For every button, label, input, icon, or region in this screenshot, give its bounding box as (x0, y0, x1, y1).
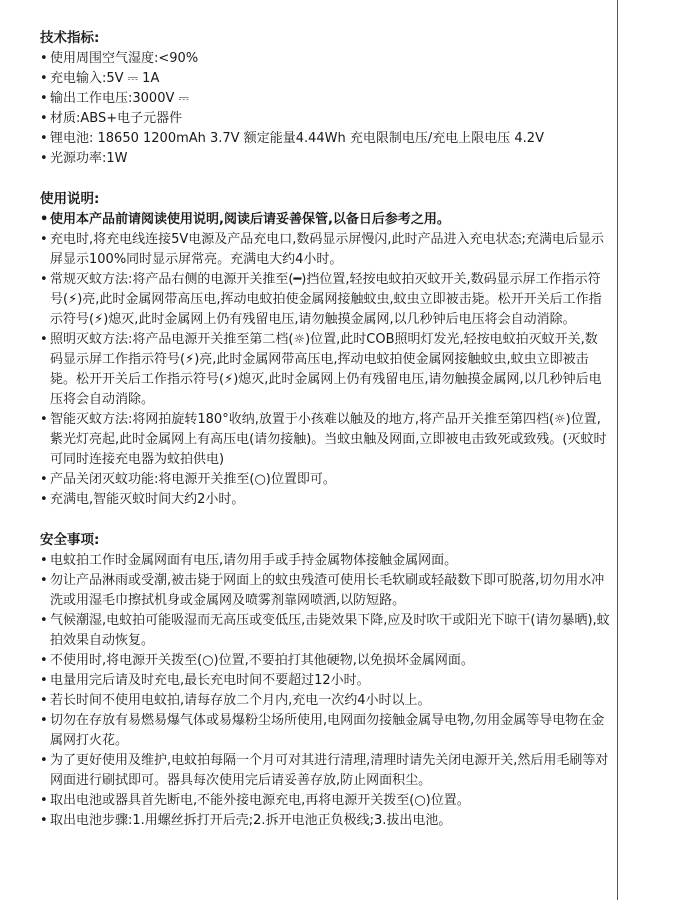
usage-item: • 智能灭蚊方法:将网拍旋转180°收纳,放置于小孩难以触及的地方,将产品开关推至第四档(☼)位置,紫光灯亮起,此时金属网上有高压电(请勿接触)。当蚊虫触及网面,立即被电击致死或致残。(灭蚊时可同时连接充电器为蚊拍供电) (40, 410, 610, 470)
safety-item: • 切勿在存放有易燃易爆气体或易爆粉尘场所使用,电网面勿接触金属导电物,勿用金属等导电物在金属网打火花。 (40, 711, 610, 751)
safety-item: • 取出电池或器具首先断电,不能外接电源充电,再将电源开关拨至(○)位置。 (40, 791, 610, 811)
usage-item: • 使用本产品前请阅读使用说明,阅读后请妥善保管,以备日后参考之用。 (40, 210, 610, 230)
manual-document (40, 28, 610, 851)
specs-list (40, 49, 610, 169)
usage-item: • 照明灭蚊方法:将产品电源开关推至第二档(☼)位置,此时COB照明灯发光,轻按电蚊拍灭蚊开关,数码显示屏工作指示符号(⚡)亮,此时金属网带高压电,挥动电蚊拍使金属网接触蚊虫,蚊虫立即被击毙。松开开关后工作指示符号(⚡)熄灭,此时金属网上仍有残留电压,请勿触摸金属网,以几秒钟后电压将会自动消除。 (40, 330, 610, 410)
usage-list (40, 210, 610, 510)
spec-item: • 锂电池: 18650 1200mAh 3.7V 额定能量4.44Wh 充电限制电压/充电上限电压 4.2V (40, 129, 610, 149)
spec-item: • 充电输入:5V ⎓ 1A (40, 69, 610, 89)
safety-title: 安全事项: (40, 532, 100, 548)
spec-item: • 材质:ABS+电子元器件 (40, 109, 610, 129)
safety-item: • 若长时间不使用电蚊拍,请每存放二个月内,充电一次约4小时以上。 (40, 691, 610, 711)
usage-title: 使用说明: (40, 191, 100, 207)
safety-item: • 为了更好使用及维护,电蚊拍每隔一个月可对其进行清理,清理时请先关闭电源开关,然后用毛刷等对网面进行刷拭即可。器具每次使用完后请妥善存放,防止网面积尘。 (40, 751, 610, 791)
safety-item: • 不使用时,将电源开关拨至(○)位置,不要拍打其他硬物,以免损坏金属网面。 (40, 651, 610, 671)
safety-list (40, 551, 610, 831)
specs-title: 技术指标: (40, 30, 100, 46)
spec-item: • 输出工作电压:3000V ⎓ (40, 89, 610, 109)
safety-item: • 勿让产品淋雨或受潮,被击毙于网面上的蚊虫残渣可使用长毛软刷或轻敲数下即可脱落,切勿用水冲洗或用湿毛巾擦拭机身或金属网及喷雾剂靠网喷洒,以防短路。 (40, 571, 610, 611)
usage-item: • 充满电,智能灭蚊时间大约2小时。 (40, 490, 610, 510)
spec-item: • 使用周围空气湿度:<90% (40, 49, 610, 69)
safety-item: • 气候潮湿,电蚊拍可能吸湿而无高压或变低压,击毙效果下降,应及时吹干或阳光下晾干(请勿暴晒),蚊拍效果自动恢复。 (40, 611, 610, 651)
usage-item: • 常规灭蚊方法:将产品右侧的电源开关推至(━)挡位置,轻按电蚊拍灭蚊开关,数码显示屏工作指示符号(⚡)亮,此时金属网带高压电,挥动电蚊拍使金属网接触蚊虫,蚊虫立即被击毙。松开开关后工作指示符号(⚡)熄灭,此时金属网上仍有残留电压,请勿触摸金属网,以几秒钟后电压将会自动消除。 (40, 270, 610, 330)
spec-item: • 光源功率:1W (40, 149, 610, 169)
safety-item: • 取出电池步骤:1.用螺丝拆打开后壳;2.拆开电池正负极线;3.拔出电池。 (40, 811, 610, 831)
usage-item: • 产品关闭灭蚊功能:将电源开关推至(○)位置即可。 (40, 470, 610, 490)
usage-item: • 充电时,将充电线连接5V电源及产品充电口,数码显示屏慢闪,此时产品进入充电状态;充满电后显示屏显示100%同时显示屏常亮。充满电大约4小时。 (40, 230, 610, 270)
safety-item: • 电蚊拍工作时金属网面有电压,请勿用手或手持金属物体接触金属网面。 (40, 551, 610, 571)
safety-item: • 电量用完后请及时充电,最长充电时间不要超过12小时。 (40, 671, 610, 691)
specs-section (40, 28, 610, 169)
usage-section (40, 189, 610, 510)
safety-section (40, 530, 610, 831)
